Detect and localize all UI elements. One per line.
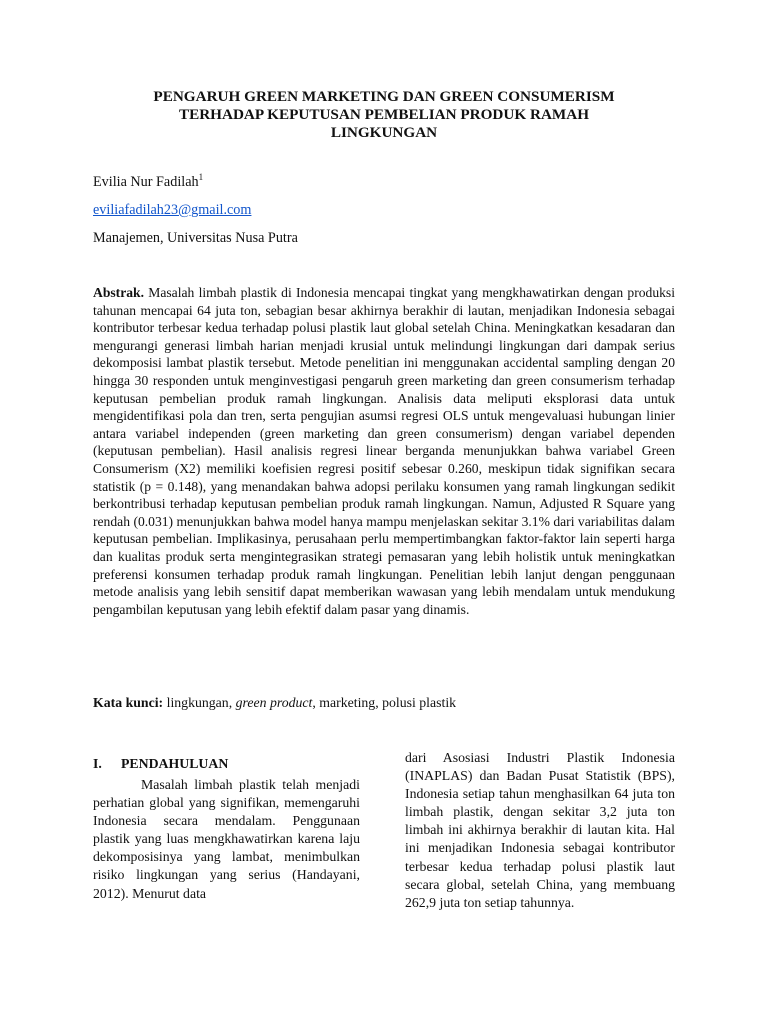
paper-title (90, 88, 678, 142)
author-name: Evilia Nur Fadilah (93, 174, 199, 190)
title-line-1: PENGARUH GREEN MARKETING DAN GREEN CONSUMERISM (153, 88, 615, 105)
section-title: PENDAHULUAN (121, 756, 229, 771)
keywords-text-2: , marketing, polusi plastik (312, 695, 457, 710)
author-line (93, 174, 203, 191)
keywords-label: Kata kunci: (93, 695, 164, 710)
intro-paragraph-right: dari Asosiasi Industri Plastik Indonesia (INAPLAS) dan Badan Pusat Statistik (BPS), Indonesia setiap tahun menghasilkan 64 juta ton limbah plastik, dengan sekitar 3,2 juta ton limbah ini akhirnya berakhir di lautan kita. Hal ini menjadikan Indonesia sebagai kontributor terbesar kedua terhadap polusi plastik laut secara global, setelah China, yang membuang 262,9 juta ton setiap tahunnya. (405, 750, 675, 910)
abstract-label: Abstrak. (93, 285, 144, 300)
author-affiliation: Manajemen, Universitas Nusa Putra (93, 230, 298, 246)
abstract (93, 284, 675, 618)
title-line-3: LINGKUNGAN (330, 124, 438, 141)
title-line-2: TERHADAP KEPUTUSAN PEMBELIAN PRODUK RAMAH (178, 106, 590, 123)
abstract-text: Masalah limbah plastik di Indonesia mencapai tingkat yang mengkhawatirkan dengan produksi tahunan mencapai 64 juta ton, sebagian besar akhirnya berakhir di lautan, menjadikan Indonesia sebagai kontributor terbesar kedua terhadap polusi plastik laut global setelah China. Meningkatkan kesadaran dan mengurangi generasi limbah harian menjadi krusial untuk melindungi lingkungan dari dampak serius dekomposisi lambat plastik tersebut. Metode penelitian ini menggunakan accidental sampling dengan 20 hingga 30 responden untuk menginvestigasi pengaruh green marketing dan green consumerism terhadap keputusan pembelian produk ramah lingkungan. Analisis data meliputi eksplorasi data untuk mengidentifikasi pola dan tren, serta pengujian asumsi regresi OLS untuk mengevaluasi hubungan linier antara variabel independen (green marketing dan green consumerism) dengan variabel dependen (keputusan pembelian). Hasil analisis regresi linear berganda menunjukkan bahwa variabel Green Consumerism (X2) memiliki koefisien regresi positif sebesar 0.260, meskipun tidak signifikan secara statistik (p = 0.148), yang menandakan bahwa adopsi perilaku konsumen yang ramah lingkungan sedikit berkontribusi terhadap keputusan pembelian produk ramah lingkungan. Namun, Adjusted R Square yang rendah (0.031) menunjukkan bahwa model hanya mampu menjelaskan sekitar 3.1% dari variabilitas dalam keputusan pembelian. Implikasinya, perusahaan perlu mempertimbangkan faktor-faktor lain seperti harga dan kualitas produk serta mengintegrasikan strategi pemasaran yang lebih holistik untuk meningkatkan preferensi konsumen terhadap produk ramah lingkungan. Penelitian lebih lanjut dengan penggunaan metode analisis yang lebih sensitif dapat memberikan wawasan yang lebih mendalam untuk mendukung pengambilan keputusan yang lebih efektif dalam pasar yang dinamis. (93, 285, 675, 617)
author-affiliation-mark: 1 (198, 172, 204, 182)
keywords (93, 694, 675, 711)
section-heading (93, 755, 228, 772)
keywords-text-1: lingkungan, (166, 695, 236, 710)
section-number: I. (93, 756, 102, 771)
keywords-italic: green product (235, 695, 313, 710)
intro-paragraph-left: Masalah limbah plastik telah menjadi perhatian global yang signifikan, memengaruhi Indonesia secara mendalam. Penggunaan plastik yang luas mengkhawatirkan karena laju dekomposisinya yang lambat, menimbulkan risiko lingkungan yang serius (Handayani, 2012). Menurut data (93, 777, 360, 901)
author-email-link[interactable]: eviliafadilah23@gmail.com (93, 202, 252, 218)
